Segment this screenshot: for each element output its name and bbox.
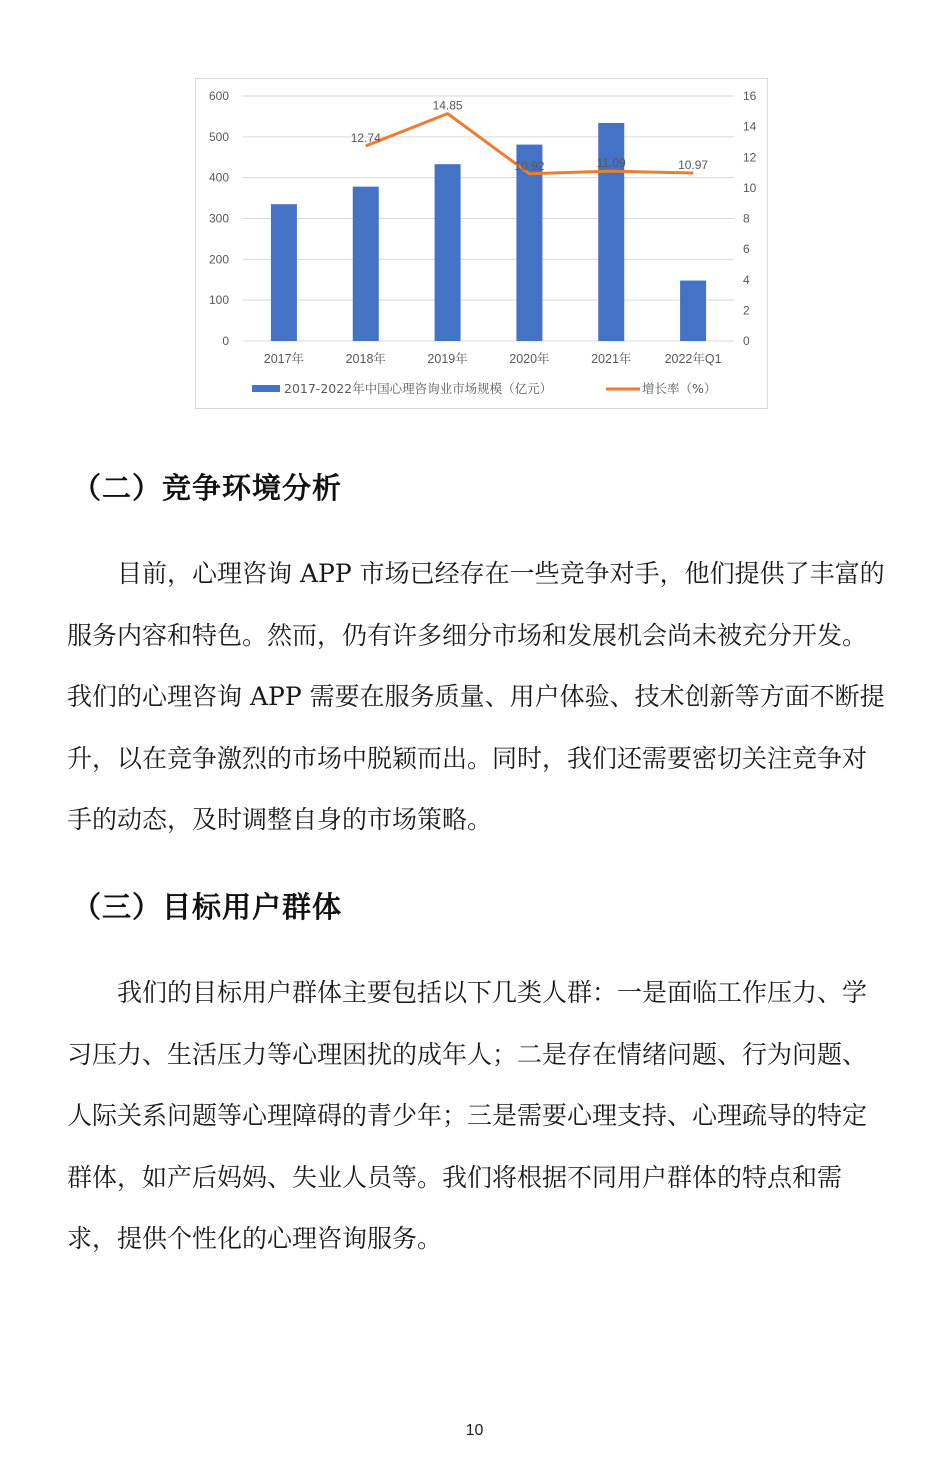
chart-canvas <box>196 79 769 410</box>
growth-data-label: 12.74 <box>350 130 381 145</box>
x-tick-label: 2017年 <box>263 352 305 366</box>
growth-data-label: 10.92 <box>514 158 545 173</box>
y-right-tick-label: 12 <box>743 150 757 165</box>
y-left-tick-label: 600 <box>208 89 229 103</box>
x-tick-label: 2021年 <box>591 352 632 366</box>
y-right-tick-label: 14 <box>743 119 757 134</box>
y-right-tick-label: 4 <box>743 272 750 287</box>
bar-market-size <box>271 204 297 341</box>
y-left-tick-label: 200 <box>208 252 229 267</box>
y-left-tick-label: 400 <box>208 170 229 185</box>
bar-market-size <box>353 187 379 341</box>
x-tick-label: 2022年Q1 <box>664 352 722 366</box>
y-right-tick-label: 0 <box>743 334 750 348</box>
y-left-tick-label: 500 <box>208 129 229 144</box>
competition-text: 目前，心理咨询 APP 市场已经存在一些竞争对手，他们提供了丰富的服务内容和特色。然而，仍有许多细分市场和发展机会尚未被充分开发。我们的心理咨询 APP 需要在服务质量、用户体验、技术创新等方面不断提升，以在竞争激烈的市场中脱颖而出。同时，我们还需要密切关注竞争对手的动态，及时调整自身的市场策略。 <box>67 559 885 834</box>
target-users-paragraph <box>67 962 887 1270</box>
section-heading-target-users: （三）目标用户群体 <box>72 890 343 924</box>
x-tick-label: 2019年 <box>427 352 468 366</box>
section-heading-competition: （二）竞争环境分析 <box>72 471 343 505</box>
bar-market-size <box>435 164 461 341</box>
target-users-text: 我们的目标用户群体主要包括以下几类人群：一是面临工作压力、学习压力、生活压力等心理困扰的成年人；二是存在情绪问题、行为问题、人际关系问题等心理障碍的青少年；三是需要心理支持、心理疏导的特定群体，如产后妈妈、失业人员等。我们将根据不同用户群体的特点和需求，提供个性化的心理咨询服务。 <box>67 978 868 1253</box>
y-left-tick-label: 300 <box>208 211 229 226</box>
y-right-tick-label: 2 <box>743 303 750 318</box>
y-right-tick-label: 8 <box>743 211 750 226</box>
y-left-tick-label: 100 <box>208 293 229 308</box>
competition-paragraph <box>67 543 887 851</box>
y-right-tick-label: 10 <box>743 180 757 195</box>
growth-data-label: 10.97 <box>678 158 709 173</box>
x-tick-label: 2018年 <box>345 352 386 366</box>
legend-label-line: 增长率（%） <box>642 381 717 396</box>
x-tick-label: 2020年 <box>509 352 550 366</box>
growth-data-label: 11.09 <box>596 156 626 171</box>
legend-swatch-bar <box>252 385 280 392</box>
y-right-tick-label: 6 <box>743 242 750 257</box>
legend-label-bar: 2017-2022年中国心理咨询业市场规模（亿元） <box>284 381 553 396</box>
page-number: 10 <box>465 1422 484 1439</box>
market-size-chart <box>195 78 768 409</box>
growth-data-label: 14.85 <box>432 98 463 113</box>
y-left-tick-label: 0 <box>222 334 229 348</box>
y-right-tick-label: 16 <box>743 89 757 103</box>
bar-market-size <box>680 281 706 341</box>
